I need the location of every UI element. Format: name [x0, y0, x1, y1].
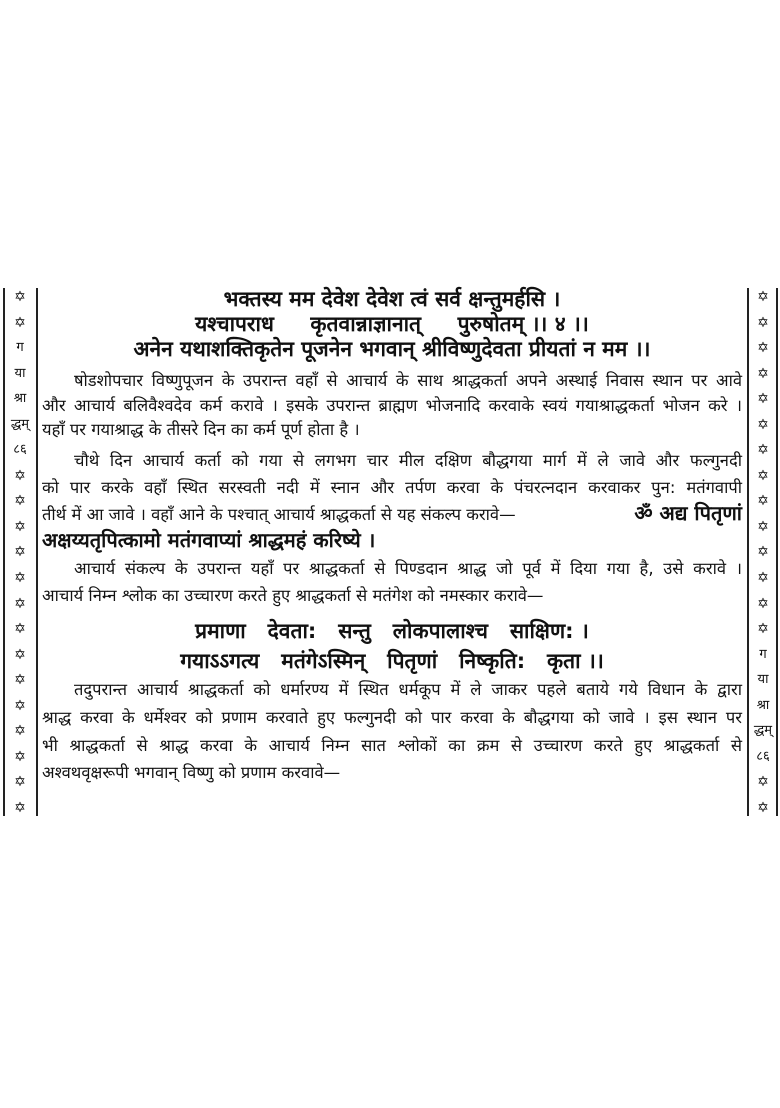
star-icon: ✡ — [14, 467, 26, 484]
verse-line: भक्तस्य मम देवेश देवेश त्वं सर्व क्षन्तुमर्हसि । — [223, 287, 561, 311]
star-icon: ✡ — [757, 595, 769, 612]
star-icon: ✡ — [757, 391, 769, 408]
text-line: और आचार्य बलिवैश्वदेव कर्म करावे । इसके उपरान्त ब्राह्मण भोजनादि करवाके स्वयं गयाश्राद्धकर्ता भोजन करे । — [42, 396, 742, 415]
star-icon: ✡ — [14, 621, 26, 638]
frame-inner-left — [36, 288, 38, 816]
star-icon: ✡ — [757, 570, 769, 587]
star-icon: ✡ — [757, 774, 769, 791]
text-line: चौथे दिन आचार्य कर्ता को गया से लगभग चार मील दक्षिण बौद्धगया मार्ग में ले जावे और फल्गुनदी — [74, 451, 742, 470]
text-line: को पार करके वहाँ स्थित सरस्वती नदी में स्नान और तर्पण करवा के पंचरत्नदान करवाकर पुन: मतंगवापी — [42, 478, 742, 497]
star-icon: ✡ — [757, 518, 769, 535]
right-margin-column — [748, 290, 778, 815]
verse-line: अनेन यथाशक्तिकृतेन पूजनेन भगवान् श्रीविष्णुदेवता प्रीयतां न मम ।। — [133, 337, 651, 361]
text-line: आचार्य निम्न श्लोक का उच्चारण करते हुए श्राद्धकर्ता से मतंगेश को नमस्कार करावे— — [42, 586, 544, 605]
text-line: श्राद्ध करवा के धर्मेश्वर को प्रणाम करवाते हुए फल्गुनदी को पार करवा के बौद्धगया को जावे । इस स्थान पर — [42, 708, 742, 727]
text-line: आचार्य संकल्प के उपरान्त यहाँ पर श्राद्धकर्ता से पिण्डदान श्राद्ध जो पूर्व में दिया गया है, उसे करावे । — [74, 559, 742, 578]
verse-line: गयाऽऽगत्य मतंगेऽस्मिन् पितृणां निष्कृति: कृता ।। — [180, 649, 604, 673]
margin-title-char: द्धम् — [753, 723, 773, 739]
text-line: तीर्थ में आ जावे । वहाँ आने के पश्चात् आचार्य श्राद्धकर्ता से यह संकल्प करावे— — [42, 505, 516, 524]
star-icon: ✡ — [14, 518, 26, 535]
margin-page-number: ८६ — [756, 748, 770, 764]
left-margin-column — [5, 290, 35, 815]
verse-line: प्रमाणा देवता: सन्तु लोकपालाश्च साक्षिण: । — [195, 619, 589, 643]
margin-title-char: श्रा — [756, 697, 770, 713]
star-icon: ✡ — [14, 595, 26, 612]
margin-title-char: ग — [759, 646, 767, 662]
star-icon: ✡ — [14, 493, 26, 510]
star-icon: ✡ — [14, 672, 26, 689]
star-icon: ✡ — [14, 697, 26, 714]
star-icon: ✡ — [757, 544, 769, 561]
star-icon: ✡ — [757, 416, 769, 433]
star-icon: ✡ — [757, 365, 769, 382]
text-line: षोडशोपचार विष्णुपूजन के उपरान्त वहाँ से आचार्य के साथ श्राद्धकर्ता अपने अस्थाई निवास स्थान पर आवे — [74, 371, 742, 390]
star-icon: ✡ — [757, 314, 769, 331]
star-icon: ✡ — [14, 314, 26, 331]
margin-title-char: या — [14, 365, 26, 381]
text-line: तदुपरान्त आचार्य श्राद्धकर्ता को धर्मारण्य में स्थित धर्मकूप में ले जाकर पहले बताये गये विधान के द्वारा — [74, 680, 742, 699]
star-icon: ✡ — [14, 774, 26, 791]
star-icon: ✡ — [757, 493, 769, 510]
star-icon: ✡ — [14, 799, 26, 816]
star-icon: ✡ — [757, 621, 769, 638]
margin-title-char: ग — [16, 340, 24, 356]
margin-title-char: द्धम् — [10, 416, 30, 432]
margin-title-char: या — [757, 672, 769, 688]
star-icon: ✡ — [757, 467, 769, 484]
star-icon: ✡ — [14, 570, 26, 587]
verse-line: यश्चापराध कृतवान्नाज्ञानात् पुरुषोतम् ।। ४ ।। — [195, 312, 589, 336]
star-icon: ✡ — [757, 340, 769, 357]
sankalp-line: अक्षय्यतृपित्कामो मतंगवाप्यां श्राद्धमहं करिष्ये । — [42, 528, 376, 552]
text-line: अश्वथवृक्षरूपी भगवान् विष्णु को प्रणाम करवावे— — [42, 763, 341, 782]
star-icon: ✡ — [14, 646, 26, 663]
star-icon: ✡ — [757, 289, 769, 305]
margin-title-char: श्रा — [13, 391, 27, 407]
sankalp-start: ॐ अद्य पितृणां — [634, 501, 742, 525]
star-icon: ✡ — [757, 799, 769, 816]
star-icon: ✡ — [757, 442, 769, 459]
star-icon: ✡ — [14, 748, 26, 765]
star-icon: ✡ — [14, 723, 26, 740]
text-line: यहाँ पर गयाश्राद्ध के तीसरे दिन का कर्म पूर्ण होता है । — [42, 420, 360, 439]
text-line: भी श्राद्धकर्ता से श्राद्ध करवा के आचार्य निम्न सात श्लोकों का क्रम से उच्चारण करते हुए श्राद्धकर्ता से — [42, 736, 742, 755]
star-icon: ✡ — [14, 289, 26, 305]
star-icon: ✡ — [14, 544, 26, 561]
margin-page-number: ८६ — [13, 442, 27, 458]
